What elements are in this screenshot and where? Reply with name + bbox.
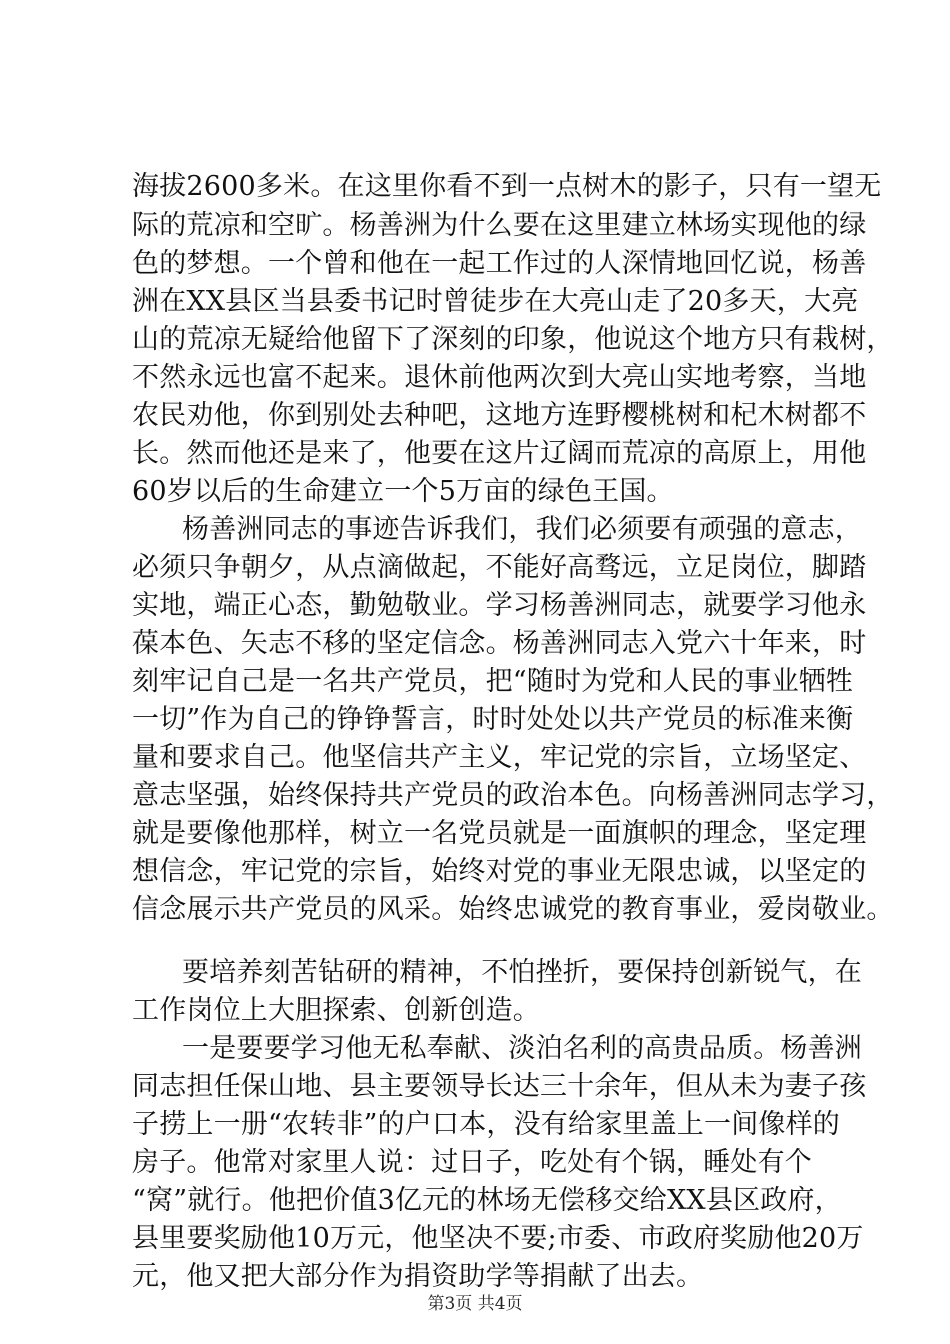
text-line: 意志坚强，始终保持共产党员的政治本色。向杨善洲同志学习， [132,780,894,811]
paragraph-first-line: 一是要要学习他无私奉献、淡泊名利的高贵品质。杨善洲 [182,1033,862,1064]
text-line: 长。然而他还是来了，他要在这片辽阔而荒凉的高原上，用他 [132,438,867,469]
text-line: 葆本色、矢志不移的坚定信念。杨善洲同志入党六十年来，时 [132,628,867,659]
text-line: 一切”作为自己的铮铮誓言，时时处处以共产党员的标准来衡 [132,704,854,735]
text-line: 刻牢记自己是一名共产党员，把“随时为党和人民的事业牺牲 [132,666,854,697]
text-line: 县里要奖励他10万元，他坚决不要;市委、市政府奖励他20万 [132,1223,864,1254]
text-line: 60岁以后的生命建立一个5万亩的绿色王国。 [132,476,674,507]
text-line: 不然永远也富不起来。退休前他两次到大亮山实地考察，当地 [132,362,867,393]
text-line: 际的荒凉和空旷。杨善洲为什么要在这里建立林场实现他的绿 [132,210,867,241]
paragraph-first-line: 要培养刻苦钻研的精神，不怕挫折，要保持创新锐气，在 [182,957,862,988]
text-line: 农民劝他，你到别处去种吧，这地方连野樱桃树和杞木树都不 [132,400,867,431]
text-line: 工作岗位上大胆探索、创新创造。 [132,995,540,1026]
text-line: 元，他又把大部分作为捐资助学等捐献了出去。 [132,1261,704,1292]
text-line: “窝”就行。他把价值3亿元的林场无偿移交给XX县区政府， [132,1185,842,1216]
text-line: 同志担任保山地、县主要领导长达三十余年，但从未为妻子孩 [132,1071,867,1102]
text-line: 量和要求自己。他坚信共产主义，牢记党的宗旨，立场坚定、 [132,742,867,773]
page-number-footer: 第3页 共4页 [427,1294,523,1314]
text-line: 子捞上一册“农转非”的户口本，没有给家里盖上一间像样的 [132,1109,841,1140]
text-line: 想信念，牢记党的宗旨，始终对党的事业无限忠诚，以坚定的 [132,856,867,887]
text-line: 山的荒凉无疑给他留下了深刻的印象，他说这个地方只有栽树， [132,324,894,355]
text-line: 实地，端正心态，勤勉敬业。学习杨善洲同志，就要学习他永 [132,590,867,621]
text-line: 海拔2600多米。在这里你看不到一点树木的影子，只有一望无 [132,171,882,202]
text-line: 信念展示共产党员的风采。始终忠诚党的教育事业，爱岗敬业。 [132,894,894,925]
paragraph-first-line: 杨善洲同志的事迹告诉我们，我们必须要有顽强的意志， [182,514,862,545]
text-line: 房子。他常对家里人说：过日子，吃处有个锅，睡处有个 [132,1147,812,1178]
text-line: 色的梦想。一个曾和他在一起工作过的人深情地回忆说，杨善 [132,248,867,279]
text-line: 洲在XX县区当县委书记时曾徒步在大亮山走了20多天，大亮 [132,286,859,317]
text-line: 必须只争朝夕，从点滴做起，不能好高骛远，立足岗位，脚踏 [132,552,867,583]
text-line: 就是要像他那样，树立一名党员就是一面旗帜的理念，坚定理 [132,818,867,849]
